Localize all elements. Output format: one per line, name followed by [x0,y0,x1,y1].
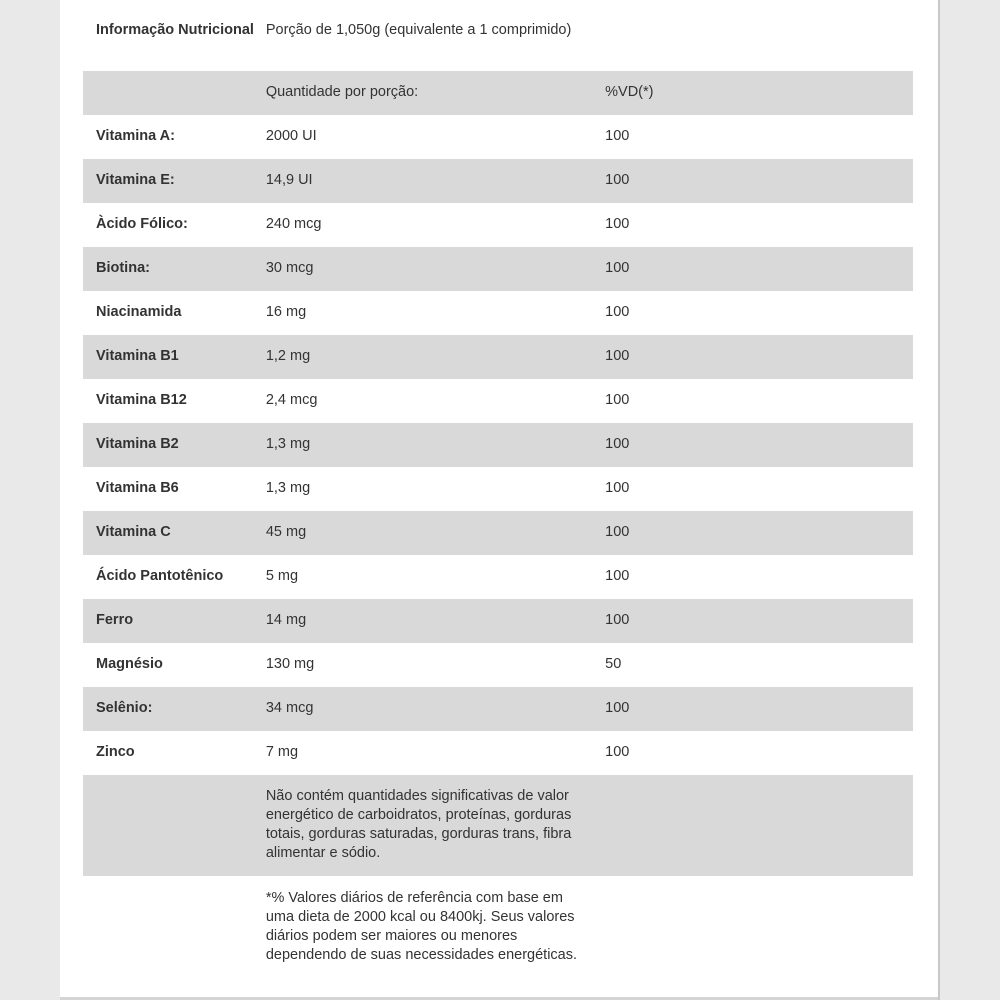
nutrient-amount: 130 mg [265,656,315,672]
nutrient-name: Magnésio [96,656,163,672]
nutrient-dv-cell [603,291,913,335]
nutrient-name: Vitamina A: [96,128,175,144]
table-row [83,643,913,687]
nutrient-dv-cell [603,379,913,423]
nutrient-amount-cell [264,115,603,159]
nutrient-amount-cell [264,511,603,555]
nutrient-dv: 100 [605,524,630,540]
nutrient-amount-cell [264,247,603,291]
nutrient-amount: 16 mg [265,304,307,320]
table-row [83,731,913,775]
nutrient-dv-cell [603,335,913,379]
nutrient-amount: 7 mg [265,744,299,760]
table-row [83,687,913,731]
nutrient-dv-cell [603,731,913,775]
nutrient-dv: 100 [605,392,630,408]
table-row [83,511,913,555]
nutrient-amount-cell [264,291,603,335]
nutrient-dv-cell [603,247,913,291]
nutrient-amount: 30 mcg [265,260,314,276]
note-row-no-significant [83,775,913,876]
nutrient-amount-cell [264,159,603,203]
table-row [83,423,913,467]
nutrient-dv-cell [603,555,913,599]
nutrient-amount: 1,3 mg [265,436,311,452]
nutrient-dv-cell [603,115,913,159]
nutrient-dv: 100 [605,480,630,496]
nutrient-name: Selênio: [83,687,264,731]
table-title: Informação Nutricional [96,22,254,38]
note-no-significant [264,775,603,876]
nutrient-name: Vitamina E: [83,159,264,203]
table-row [83,335,913,379]
nutrient-amount: 45 mg [265,524,307,540]
nutrient-name: Ferro [83,599,264,643]
nutrient-amount-cell [264,203,603,247]
nutrient-name: Ácido Pantotênico [96,568,224,584]
nutrient-dv: 100 [605,700,630,716]
table-row [83,291,913,335]
nutrient-name: Vitamina B2 [83,423,264,467]
table-row [83,379,913,423]
note-daily-values-text: *% Valores diários de referência com base em uma dieta de 2000 kcal ou 8400kj. Seus valores diários podem ser maiores ou menores dependendo de suas necessidades energéticas. [265,890,578,963]
table-row [83,467,913,511]
nutrient-amount-cell [264,643,603,687]
nutrient-amount-cell [264,555,603,599]
nutrient-amount: 14 mg [265,612,307,628]
nutrient-dv-cell [603,511,913,555]
table-row [83,159,913,203]
nutrient-dv: 100 [605,260,630,276]
nutrient-amount-cell [264,687,603,731]
nutrient-dv: 100 [605,744,630,760]
nutrient-dv: 100 [605,612,630,628]
nutrient-amount: 14,9 UI [265,172,313,188]
nutrient-name: Niacinamida [96,304,182,320]
nutrient-dv: 100 [605,128,630,144]
note-daily-values [264,876,603,996]
nutrient-name: Vitamina B1 [83,335,264,379]
nutrient-amount: 5 mg [265,568,299,584]
nutrient-dv: 100 [605,568,630,584]
nutrient-amount: 2,4 mcg [265,392,318,408]
nutrient-dv-cell [603,467,913,511]
nutrient-amount-cell [264,599,603,643]
nutrient-amount-cell [264,467,603,511]
nutrient-amount: 34 mcg [265,700,314,716]
nutrient-name: Vitamina C [83,511,264,555]
amount-column-header [264,71,603,115]
table-row [83,115,913,159]
page-margin-right [938,0,1000,1000]
nutrient-name: Zinco [96,744,135,760]
table-row [83,203,913,247]
note-no-significant-text: Não contém quantidades significativas de valor energético de carboidratos, proteínas, gorduras totais, gorduras saturadas, gorduras trans, fibra alimentar e sódio. [265,788,572,861]
column-header-row [83,71,913,115]
table-row [83,247,913,291]
nutrient-amount-cell [264,379,603,423]
nutrient-dv: 100 [605,216,630,232]
nutrient-amount-cell [264,423,603,467]
nutrient-dv: 100 [605,304,630,320]
nutrient-name: Biotina: [83,247,264,291]
table-header-row [83,0,913,71]
nutrient-name: Vitamina B6 [96,480,179,496]
nutrient-amount: 1,2 mg [265,348,311,364]
nutrient-amount: 2000 UI [265,128,317,144]
nutrient-amount-cell [264,731,603,775]
nutrient-amount-cell [264,335,603,379]
nutrient-dv: 50 [605,656,622,672]
nutrient-name: Àcido Fólico: [96,216,188,232]
nutrient-dv-cell [603,423,913,467]
nutrient-dv-cell [603,159,913,203]
nutrient-name: Vitamina B12 [96,392,187,408]
nutrient-dv-cell [603,687,913,731]
nutrient-amount: 1,3 mg [265,480,311,496]
nutrient-dv: 100 [605,436,630,452]
note-row-daily-values [83,876,913,996]
nutrient-dv: 100 [605,348,630,364]
portion-size-text: Porção de 1,050g (equivalente a 1 comprimido) [265,22,572,38]
nutrition-facts-table [83,0,913,996]
portion-size [264,0,603,71]
table-row [83,555,913,599]
page-margin-left [0,0,60,1000]
nutrient-dv-cell [603,599,913,643]
nutrient-dv-cell [603,643,913,687]
amount-column-header-label: Quantidade por porção: [265,84,419,100]
table-row [83,599,913,643]
nutrient-dv-cell [603,203,913,247]
nutrient-dv: 100 [605,172,630,188]
dv-column-header [603,71,913,115]
dv-column-header-label: %VD(*) [605,84,654,100]
nutrient-amount: 240 mcg [265,216,322,232]
